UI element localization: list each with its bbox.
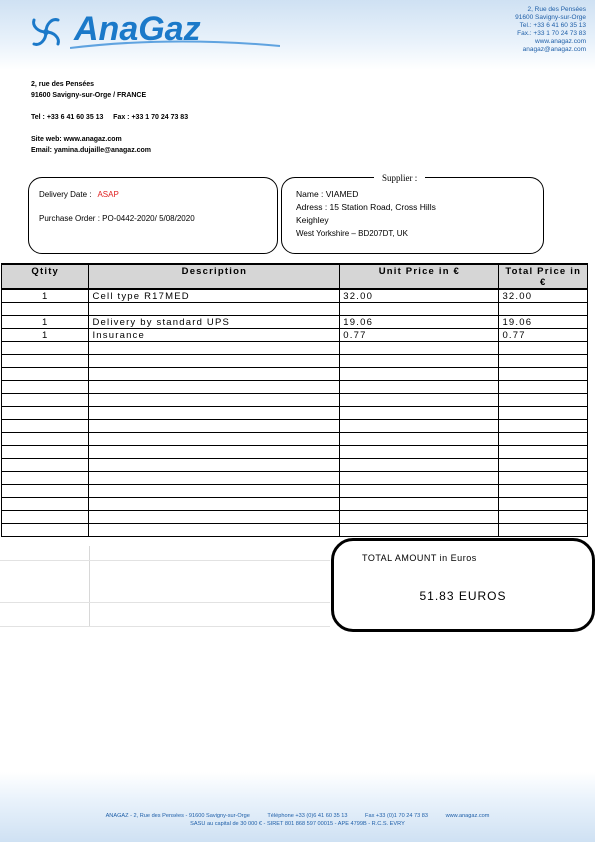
table-row (2, 420, 588, 433)
cell-total-price (499, 459, 588, 472)
cell-description (89, 472, 340, 485)
cell-total-price (499, 342, 588, 355)
cell-description (89, 342, 340, 355)
table-row (2, 446, 588, 459)
cell-unit-price (340, 472, 499, 485)
cell-description: Delivery by standard UPS (89, 316, 340, 329)
cell-description: Cell type R17MED (89, 289, 340, 303)
cell-unit-price (340, 420, 499, 433)
cell-unit-price (340, 511, 499, 524)
footer-legal: SASU au capital de 30 000 € - SIRET 801 868 597 00015 - APE 4799B - R.C.S. EVRY (190, 821, 405, 827)
cell-qtity (2, 459, 89, 472)
cell-total-price (499, 407, 588, 420)
cell-qtity (2, 472, 89, 485)
header-contact-web: www.anagaz.com (535, 38, 586, 45)
cell-qtity (2, 511, 89, 524)
footer-band (0, 772, 595, 842)
sender-city: 91600 Savigny-sur-Orge / FRANCE (31, 92, 147, 99)
cell-total-price (499, 394, 588, 407)
table-row (2, 498, 588, 511)
supplier-address-line1: Adress : 15 Station Road, Cross Hills (296, 202, 436, 212)
sender-street: 2, rue des Pensées (31, 81, 95, 88)
cell-description (89, 459, 340, 472)
cell-description (89, 355, 340, 368)
table-row (2, 511, 588, 524)
cell-total-price: 32.00 (499, 289, 588, 303)
table-row (2, 303, 588, 316)
cell-unit-price (340, 381, 499, 394)
header-contact-fax: Fax.: +33 1 70 24 73 83 (517, 30, 586, 37)
sender-phones: Tel : +33 6 41 60 35 13 Fax : +33 1 70 24 73 83 (31, 114, 189, 121)
cell-total-price: 0.77 (499, 329, 588, 342)
cell-unit-price (340, 407, 499, 420)
supplier-box (281, 177, 544, 254)
cell-unit-price (340, 524, 499, 537)
total-amount-box (331, 538, 595, 632)
total-amount-value: 51.83 EUROS (419, 589, 507, 603)
ghost-line (0, 560, 330, 561)
footer-web: www.anagaz.com (445, 813, 490, 819)
table-row (2, 394, 588, 407)
cell-unit-price (340, 394, 499, 407)
logo-swoosh (70, 34, 280, 54)
cell-qtity: 1 (2, 316, 89, 329)
cell-qtity (2, 368, 89, 381)
cell-qtity (2, 342, 89, 355)
table-row (2, 329, 588, 342)
cell-total-price (499, 446, 588, 459)
table-row (2, 524, 588, 537)
cell-qtity (2, 485, 89, 498)
table-row (2, 459, 588, 472)
supplier-address-line3: West Yorkshire – BD207DT, UK (296, 229, 408, 238)
header-total-price: Total Price in € (499, 264, 588, 289)
cell-unit-price (340, 498, 499, 511)
cell-qtity (2, 433, 89, 446)
cell-description (89, 394, 340, 407)
cell-total-price (499, 303, 588, 316)
purchase-order: Purchase Order : PO-0442-2020/ 5/08/2020 (39, 214, 195, 223)
supplier-label: Supplier : (374, 173, 425, 183)
delivery-date (39, 190, 119, 199)
cell-description (89, 420, 340, 433)
table-row (2, 368, 588, 381)
cell-qtity: 1 (2, 289, 89, 303)
sender-email: Email: yamina.dujaille@anagaz.com (31, 147, 152, 154)
cell-total-price (499, 524, 588, 537)
cell-unit-price (340, 355, 499, 368)
table-row (2, 433, 588, 446)
cell-unit-price (340, 303, 499, 316)
header-qtity: Qtity (2, 264, 89, 289)
cell-unit-price (340, 446, 499, 459)
cell-unit-price (340, 459, 499, 472)
cell-total-price: 19.06 (499, 316, 588, 329)
cell-total-price (499, 420, 588, 433)
table-row (2, 342, 588, 355)
header-contact (515, 6, 586, 54)
total-amount-label: TOTAL AMOUNT in Euros (362, 553, 477, 563)
supplier-name: Name : VIAMED (296, 189, 359, 199)
cell-qtity (2, 420, 89, 433)
cell-total-price (499, 511, 588, 524)
brand-logo: AnaGaz (74, 10, 201, 48)
cell-total-price (499, 433, 588, 446)
cell-qtity (2, 394, 89, 407)
footer-address: ANAGAZ - 2, Rue des Pensées - 91600 Savigny-sur-Orge (105, 813, 250, 819)
delivery-date-value: ASAP (97, 190, 119, 199)
cell-unit-price: 19.06 (340, 316, 499, 329)
supplier-address-line2: Keighley (296, 215, 329, 225)
cell-total-price (499, 355, 588, 368)
logo-icon (26, 12, 66, 52)
cell-description: Insurance (89, 329, 340, 342)
cell-qtity (2, 446, 89, 459)
header-contact-email: anagaz@anagaz.com (522, 46, 586, 53)
cell-total-price (499, 498, 588, 511)
cell-qtity (2, 524, 89, 537)
header-contact-city: 91600 Savigny-sur-Orge (515, 14, 586, 21)
header-contact-tel: Tel.: +33 6 41 60 35 13 (519, 22, 586, 29)
table-row (2, 472, 588, 485)
cell-unit-price: 32.00 (340, 289, 499, 303)
cell-qtity (2, 303, 89, 316)
cell-unit-price (340, 433, 499, 446)
footer-fax: Fax +33 (0)1 70 24 73 83 (365, 813, 429, 819)
ghost-line (0, 602, 330, 603)
table-row (2, 381, 588, 394)
ghost-divider (89, 546, 90, 626)
header-contact-street: 2, Rue des Pensées (527, 6, 586, 13)
header-unit-price: Unit Price in € (340, 264, 499, 289)
cell-description (89, 511, 340, 524)
header-description: Description (89, 264, 340, 289)
footer-phone: Téléphone +33 (0)6 41 60 35 13 (267, 813, 348, 819)
table-row (2, 316, 588, 329)
cell-qtity (2, 407, 89, 420)
cell-unit-price (340, 368, 499, 381)
cell-description (89, 303, 340, 316)
cell-description (89, 485, 340, 498)
sender-address (31, 79, 188, 156)
cell-description (89, 433, 340, 446)
cell-description (89, 381, 340, 394)
table-row (2, 355, 588, 368)
sender-website: Site web: www.anagaz.com (31, 136, 122, 143)
cell-qtity (2, 381, 89, 394)
cell-qtity (2, 355, 89, 368)
table-row (2, 407, 588, 420)
ghost-line (0, 626, 330, 627)
cell-description (89, 368, 340, 381)
items-table (1, 263, 588, 537)
cell-qtity (2, 498, 89, 511)
cell-description (89, 407, 340, 420)
cell-qtity: 1 (2, 329, 89, 342)
cell-unit-price: 0.77 (340, 329, 499, 342)
cell-description (89, 498, 340, 511)
cell-total-price (499, 381, 588, 394)
table-row (2, 485, 588, 498)
cell-total-price (499, 472, 588, 485)
table-row (2, 289, 588, 303)
cell-total-price (499, 485, 588, 498)
cell-description (89, 524, 340, 537)
footer-text (0, 812, 595, 828)
cell-total-price (499, 368, 588, 381)
cell-unit-price (340, 485, 499, 498)
order-info-box (28, 177, 278, 254)
cell-description (89, 446, 340, 459)
delivery-date-label: Delivery Date : (39, 190, 92, 199)
cell-unit-price (340, 342, 499, 355)
